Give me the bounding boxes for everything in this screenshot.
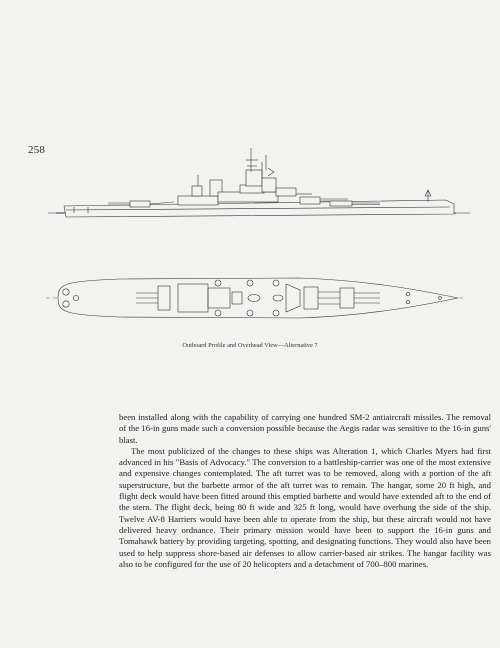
paragraph: been installed along with the capability of carrying one hundred SM-2 antiaircraft missiles. The removal of the 16-in guns made such a conversion possible because the Aegis radar was sensitive to the 16-in guns' blast. bbox=[119, 412, 491, 445]
paragraph: The most publicized of the changes to these ships was Alteration 1, which Charles Myers had first advanced in his "Basis of Advocacy." The conversion to a battleship-carrier was one of the most extensive and expensive changes contemplated. The aft turret was to be removed, along with a portion of the aft superstructure, but the barbette armor of the aft turret was to remain. The hangar, some 20 ft high, and flight deck would have been fitted around this emptied barbette and would have extended aft to the end of the stern. The flight deck, being 80 ft wide and 325 ft long, would have overhung the side of the ship. Twelve AV-8 Harriers would have been able to operate from the ship, but these aircraft would not have delivered heavy ordnance. Their primary mission would have been to support the 16-in guns and Tomahawk battery by providing targeting, spotting, and designating functions. They would also have been used to help suppress shore-based air defenses to allow carrier-based air strikes. The hangar facility was also to be configured for the use of 20 helicopters and a detachment of 700–800 marines. bbox=[119, 445, 491, 569]
body-text bbox=[119, 412, 491, 570]
overhead-view bbox=[46, 278, 466, 318]
outboard-profile bbox=[48, 148, 470, 217]
page-number: 258 bbox=[28, 144, 46, 156]
figure-caption: Outboard Profile and Overhead View—Alternative 7 bbox=[182, 342, 318, 349]
